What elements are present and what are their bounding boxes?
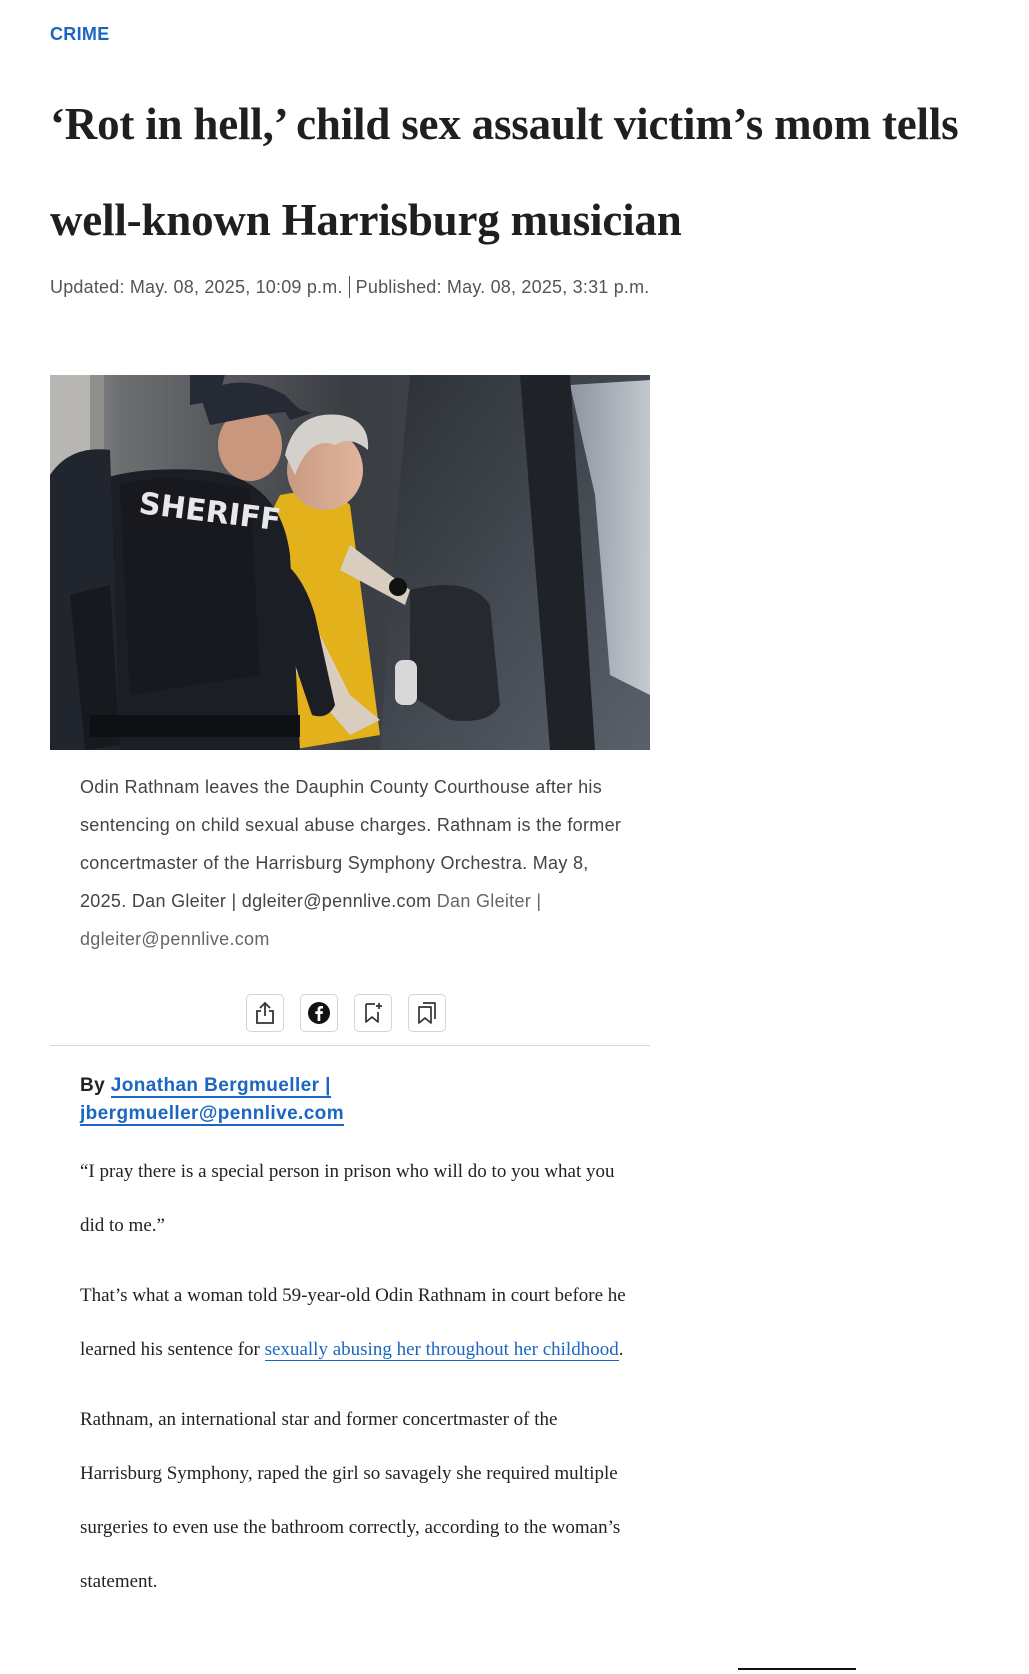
share-icon	[254, 1001, 276, 1025]
author-email-link[interactable]: jbergmueller@pennlive.com	[80, 1103, 344, 1124]
bookmark-add-button[interactable]	[354, 994, 392, 1032]
caption-text: Odin Rathnam leaves the Dauphin County Courthouse after his sentencing on child sexual abuse charges. Rathnam is the former concertmaster of the Harrisburg Symphony Orchestra. May 8, 2025. Dan Gleiter | dgleiter@pennlive.com	[80, 777, 622, 911]
article-paragraph-3: Rathnam, an international star and former concertmaster of the Harrisburg Symphony, raped the girl so savagely she required multiple surgeries to even use the bathroom correctly, according to the woman’s statement.	[80, 1409, 621, 1592]
bottom-widget	[738, 1665, 1029, 1674]
saved-articles-button[interactable]	[408, 994, 446, 1032]
section-label-crime[interactable]: CRIME	[50, 24, 110, 44]
date-separator	[349, 276, 350, 298]
article-body	[80, 1145, 640, 1625]
byline-prefix: By	[80, 1075, 106, 1096]
sheriff-vest-text: SHERIFF	[137, 486, 283, 539]
share-toolbar	[246, 994, 446, 1034]
bookmark-add-icon	[363, 1001, 383, 1025]
bottom-widget-bar	[738, 1668, 856, 1670]
share-divider	[50, 1045, 650, 1046]
author-link[interactable]: Jonathan Bergmueller |	[110, 1075, 331, 1096]
updated-date: Updated: May. 08, 2025, 10:09 p.m.	[50, 277, 343, 297]
article-paragraph-2: That’s what a woman told 59-year-old Odin Rathnam in court before he learned his sentence for sexually abusing her throughout her childhood.	[80, 1285, 626, 1360]
saved-articles-icon	[416, 1001, 438, 1025]
caption-credit: Dan Gleiter | dgleiter@pennlive.com	[80, 891, 542, 949]
article-headline: ‘Rot in hell,’ child sex assault victim’s mom tells well-known Harrisburg musician	[50, 99, 959, 245]
lead-photo-image	[50, 375, 650, 750]
facebook-icon	[307, 1001, 331, 1025]
lead-photo[interactable]	[50, 375, 650, 750]
article-dates	[50, 276, 650, 298]
photo-caption	[80, 768, 640, 958]
facebook-share-button[interactable]	[300, 994, 338, 1032]
article-paragraph-1: “I pray there is a special person in prison who will do to you what you did to me.”	[80, 1161, 615, 1236]
share-button[interactable]	[246, 994, 284, 1032]
sexual-abuse-story-link[interactable]: sexually abusing her throughout her childhood	[264, 1339, 619, 1360]
published-date: Published: May. 08, 2025, 3:31 p.m.	[355, 277, 650, 297]
author-byline	[80, 1072, 640, 1128]
